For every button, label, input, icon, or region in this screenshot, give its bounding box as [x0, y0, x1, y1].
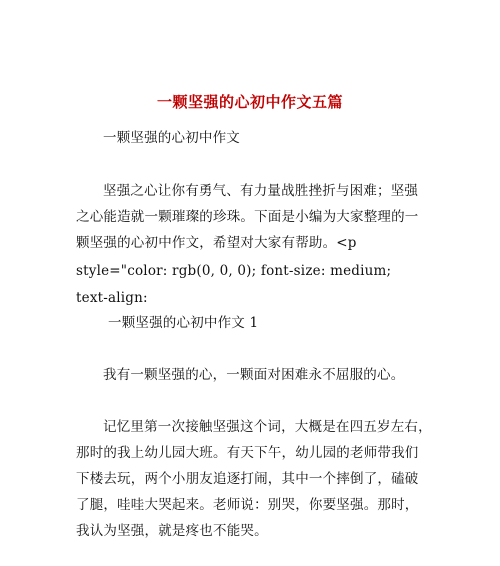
document-title: 一颗坚强的心初中作文五篇 [156, 93, 343, 111]
intro-line-4: style="color: rgb(0, 0, 0); font-size: medium; [76, 263, 392, 279]
intro-line-5: text-align: [76, 290, 148, 306]
paragraph-2-line-4: 了腿，哇哇大哭起来。老师说：别哭，你要坚强。那时， [76, 497, 419, 513]
paragraph-2-line-3: 下楼去玩，两个小朋友追逐打闹，其中一个摔倒了，磕破 [76, 471, 419, 487]
essay-heading: 一颗坚强的心初中作文 1 [108, 315, 259, 331]
intro-line-3: 颗坚强的心初中作文，希望对大家有帮助。<p [76, 235, 357, 251]
paragraph-1: 我有一颗坚强的心，一颗面对困难永不屈服的心。 [103, 367, 405, 383]
intro-line-2: 之心能造就一颗璀璨的珍珠。下面是小编为大家整理的一 [76, 209, 419, 225]
intro-line-1: 坚强之心让你有勇气、有力量战胜挫折与困难；坚强 [103, 183, 419, 199]
paragraph-2-line-1: 记忆里第一次接触坚强这个词，大概是在四五岁左右， [103, 419, 432, 435]
document-subtitle: 一颗坚强的心初中作文 [103, 130, 240, 146]
paragraph-2-line-5: 我认为坚强，就是疼也不能哭。 [76, 523, 268, 539]
paragraph-2-line-2: 那时的我上幼儿园大班。有天下午，幼儿园的老师带我们 [76, 445, 419, 461]
